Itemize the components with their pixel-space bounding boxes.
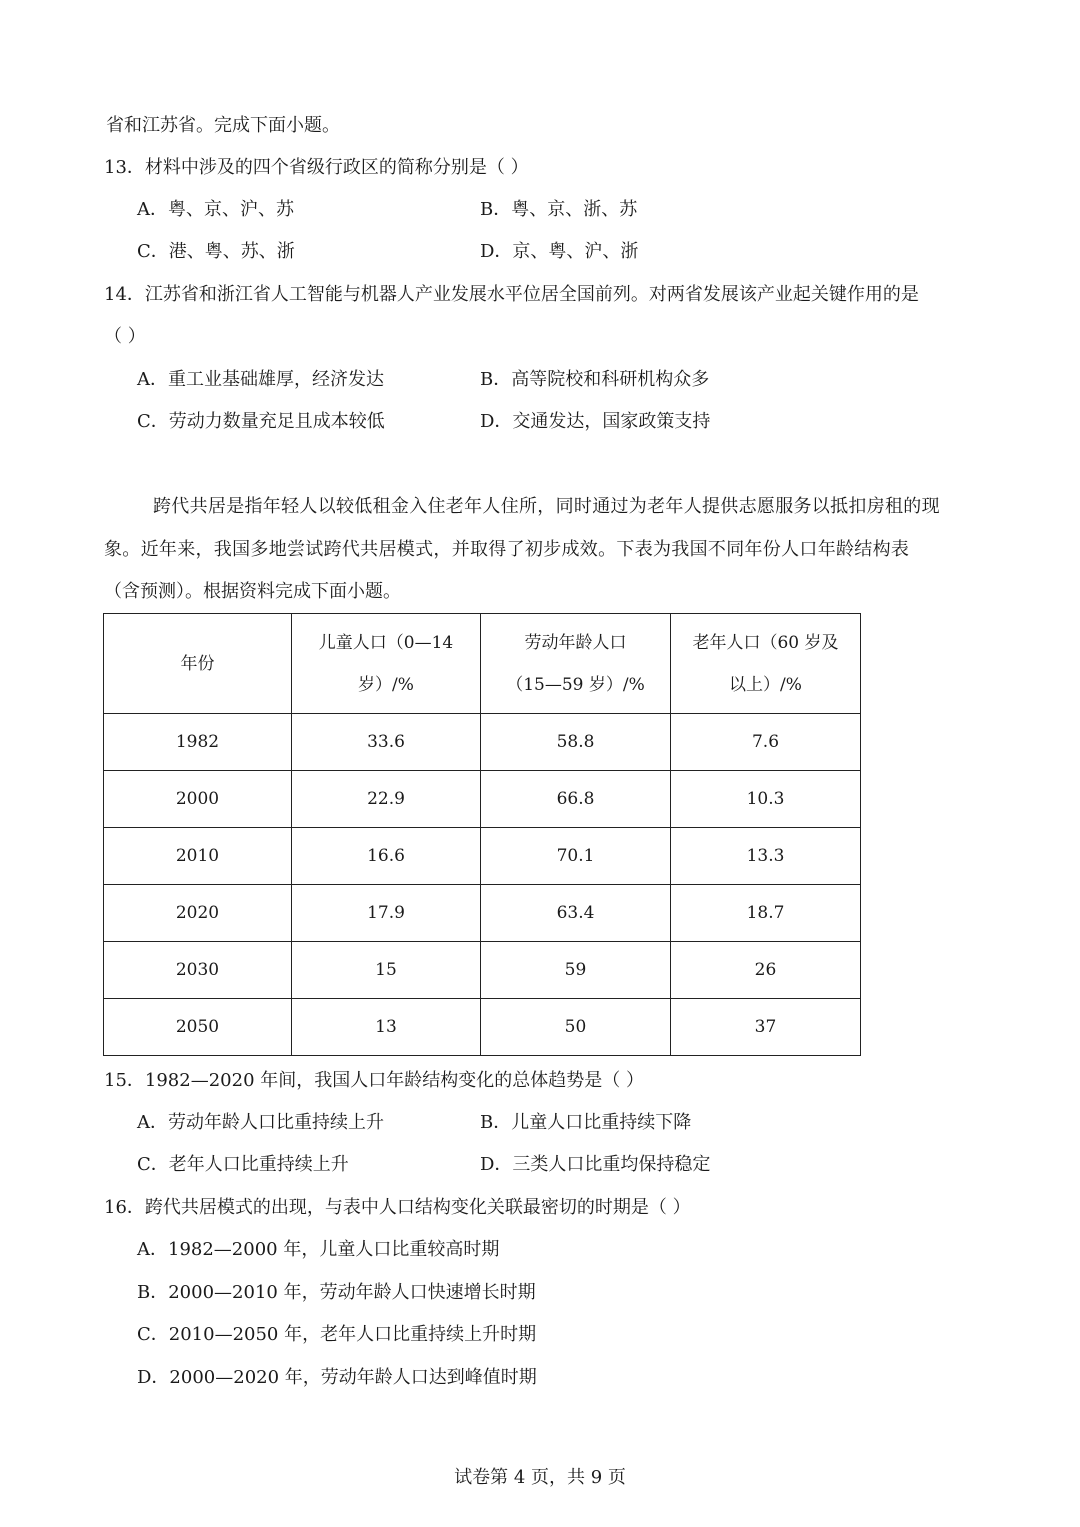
cell-children: 33.6	[292, 714, 481, 771]
cell-year: 2030	[104, 942, 292, 999]
cell-elderly: 10.3	[671, 771, 861, 828]
question-16-option-a[interactable]: A．1982—2000 年，儿童人口比重较高时期	[137, 1239, 500, 1260]
header-working-age: 劳动年龄人口 （15—59 岁）/%	[481, 614, 671, 714]
table-row	[104, 885, 861, 942]
header-children: 儿童人口（0—14 岁）/%	[292, 614, 481, 714]
question-16-option-b[interactable]: B．2000—2010 年，劳动年龄人口快速增长时期	[137, 1282, 536, 1303]
cell-working-age: 58.8	[481, 714, 671, 771]
question-15-option-b[interactable]: B．儿童人口比重持续下降	[480, 1112, 692, 1133]
cell-children: 16.6	[292, 828, 481, 885]
cell-year: 2000	[104, 771, 292, 828]
passage-line-2: 象。近年来，我国多地尝试跨代共居模式，并取得了初步成效。下表为我国不同年份人口年龄结构表	[104, 539, 910, 560]
cell-year: 2050	[104, 999, 292, 1056]
cell-elderly: 18.7	[671, 885, 861, 942]
question-14-option-a[interactable]: A．重工业基础雄厚，经济发达	[137, 369, 384, 390]
question-15-option-d[interactable]: D．三类人口比重均保持稳定	[480, 1154, 711, 1175]
page-footer: 试卷第 4 页，共 9 页	[454, 1467, 626, 1488]
cell-working-age: 66.8	[481, 771, 671, 828]
question-14-option-b[interactable]: B．高等院校和科研机构众多	[480, 369, 710, 390]
passage-line-3: （含预测）。根据资料完成下面小题。	[104, 581, 401, 602]
question-16-option-c[interactable]: C．2010—2050 年，老年人口比重持续上升时期	[137, 1324, 537, 1345]
question-14-option-d[interactable]: D．交通发达，国家政策支持	[480, 411, 711, 432]
question-15-option-a[interactable]: A．劳动年龄人口比重持续上升	[137, 1112, 384, 1133]
cell-elderly: 7.6	[671, 714, 861, 771]
passage-line-1: 跨代共居是指年轻人以较低租金入住老年人住所，同时通过为老年人提供志愿服务以抵扣房租的现	[153, 496, 940, 517]
cell-elderly: 13.3	[671, 828, 861, 885]
question-14-stem-cont: （ ）	[104, 326, 146, 347]
cell-year: 2020	[104, 885, 292, 942]
cell-year: 1982	[104, 714, 292, 771]
question-13-option-b[interactable]: B．粤、京、浙、苏	[480, 199, 638, 220]
cell-elderly: 37	[671, 999, 861, 1056]
cell-year: 2010	[104, 828, 292, 885]
cell-working-age: 70.1	[481, 828, 671, 885]
table-row	[104, 771, 861, 828]
question-15-option-c[interactable]: C．老年人口比重持续上升	[137, 1154, 349, 1175]
population-age-structure-table	[103, 613, 861, 1056]
table-row	[104, 828, 861, 885]
question-13-stem: 13．材料中涉及的四个省级行政区的简称分别是（ ）	[104, 157, 529, 178]
question-13-option-c[interactable]: C．港、粤、苏、浙	[137, 241, 295, 262]
table-row	[104, 999, 861, 1056]
question-13-option-d[interactable]: D．京、粤、沪、浙	[480, 241, 639, 262]
question-13-option-a[interactable]: A．粤、京、沪、苏	[137, 199, 294, 220]
intro-tail: 省和江苏省。完成下面小题。	[106, 115, 340, 136]
question-14-option-c[interactable]: C．劳动力数量充足且成本较低	[137, 411, 385, 432]
table-row	[104, 942, 861, 999]
cell-children: 15	[292, 942, 481, 999]
cell-working-age: 50	[481, 999, 671, 1056]
question-15-stem: 15．1982—2020 年间，我国人口年龄结构变化的总体趋势是（ ）	[104, 1070, 644, 1091]
cell-working-age: 63.4	[481, 885, 671, 942]
question-16-stem: 16．跨代共居模式的出现，与表中人口结构变化关联最密切的时期是（ ）	[104, 1197, 691, 1218]
table-header-row	[104, 614, 861, 714]
table-row	[104, 714, 861, 771]
cell-children: 13	[292, 999, 481, 1056]
cell-working-age: 59	[481, 942, 671, 999]
cell-children: 22.9	[292, 771, 481, 828]
header-year: 年份	[104, 614, 292, 714]
question-14-stem: 14．江苏省和浙江省人工智能与机器人产业发展水平位居全国前列。对两省发展该产业起关键作用的是	[104, 284, 919, 305]
header-elderly: 老年人口（60 岁及 以上）/%	[671, 614, 861, 714]
cell-children: 17.9	[292, 885, 481, 942]
cell-elderly: 26	[671, 942, 861, 999]
question-16-option-d[interactable]: D．2000—2020 年，劳动年龄人口达到峰值时期	[137, 1367, 537, 1388]
